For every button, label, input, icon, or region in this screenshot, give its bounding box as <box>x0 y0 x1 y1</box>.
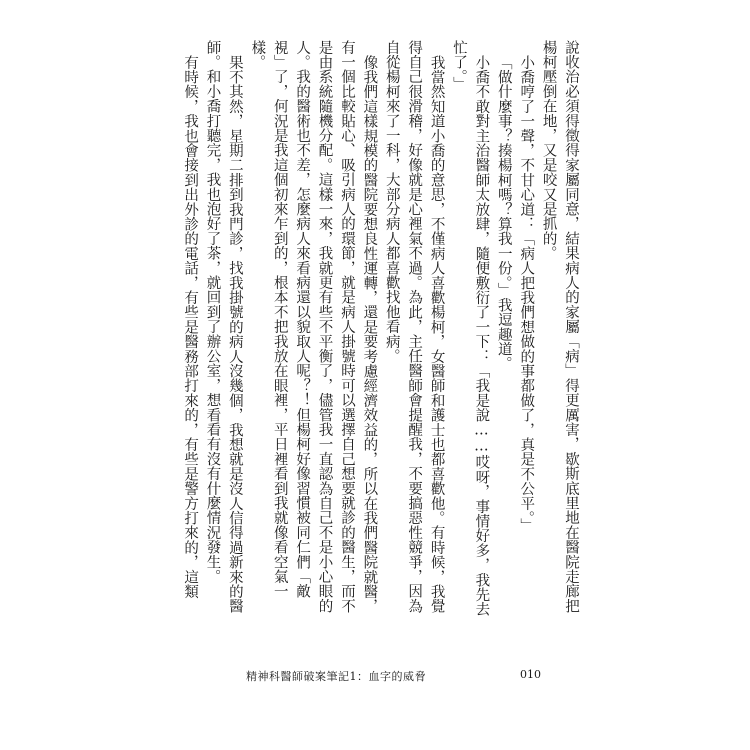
paragraph: 小喬不敢對主治醫師太放肆，隨便敷衍了一下：「我是說……哎呀，事情好多，我先去忙了。」 <box>450 40 490 617</box>
paragraph: 「做什麼事？揍楊柯嗎？算我一份。」我逗趣道。 <box>495 54 512 371</box>
paragraph: 像我們這樣規模的醫院要想良性運轉，還是要考慮經濟效益的，所以在我們醫院就醫，有一個比較貼心、吸引病人的環節，就是病人掛號時可以選擇自己想要就診的醫生，而不是由系統隨機分配。這樣一來，我就更有些不平衡了，儘管我一直認為自己不是小心眼的人。我的醫術也不差，怎麼病人來看病還以貌取人呢？！但楊柯好像習慣被同仁們「敵視」了，何況是我這個初來乍到的，根本不把我放在眼裡，平日裡看到我就像看空氣一樣。 <box>249 40 378 614</box>
paragraph: 說收治必須得徵得家屬同意，結果病人的家屬「病」得更厲害，歇斯底里地在醫院走廊把楊柯壓倒在地，又是咬又是抓的。 <box>540 40 579 614</box>
running-footer-title: 精神科醫師破案筆記1：血字的威脅 <box>246 670 426 683</box>
paragraph: 果不其然，星期二排到我門診，找我掛號的病人沒幾個，我想就是沒人信得過新來的醫師。和小喬打聽完，我也泡好了茶，就回到了辦公室，想看看有沒有什麼情況發生。 <box>204 40 243 614</box>
paragraph: 有時候，我也會接到出外診的電話，有些是醫務部打來的，有些是警方打來的，這類 <box>182 54 199 599</box>
paragraph: 小喬哼了一聲，不甘心道：「病人把我們想做的事都做了，真是不公平。」 <box>518 54 535 533</box>
paragraph: 我當然知道小喬的意思，不僅病人喜歡楊柯，女醫師和護士也都喜歡他。有時候，我覺得自己很滑稽，好像就是心裡氣不過。為此，主任醫師會提醒我，不要搞惡性競爭，因為自從楊柯來了一科，大部分病人都喜歡找他看病。 <box>383 40 445 614</box>
body-text <box>178 40 582 620</box>
page-number: 010 <box>520 668 541 681</box>
